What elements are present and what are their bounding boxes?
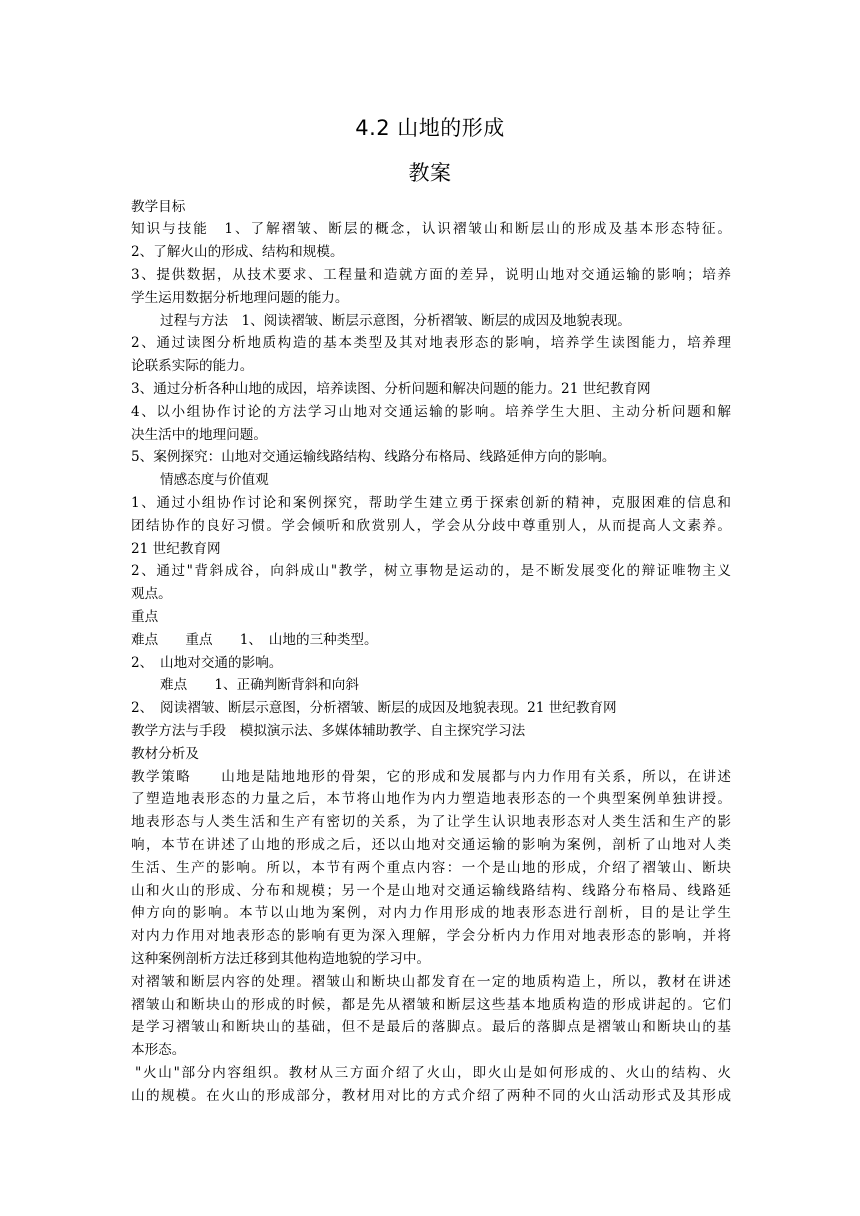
- text-line: 是学习褶皱山和断块山的基础，但不是最后的落脚点。最后的落脚点是褶皱山和断块山的基: [131, 1019, 731, 1035]
- text-line: 响，本节在讲述了山地的形成之后，还以山地对交通运输的影响为案例，剖析了山地对人类: [131, 837, 731, 853]
- section-heading: 重点: [131, 609, 159, 625]
- text-line: "火山"部分内容组织。教材从三方面介绍了火山，即火山是如何形成的、火山的结构、火: [135, 1065, 731, 1081]
- text-line: 这种案例剖析方法迁移到其他构造地貌的学习中。: [131, 951, 431, 967]
- document-subtitle: 教案: [408, 161, 452, 185]
- text-line: 伸方向的影响。本节以山地为案例，对内力作用形成的地表形态进行剖析，目的是让学生: [131, 905, 731, 921]
- text-line: 3、通过分析各种山地的成因，培养读图、分析问题和解决问题的能力。21 世纪教育网: [131, 381, 651, 397]
- text-line: 观点。: [131, 586, 172, 602]
- text-line: 21 世纪教育网: [131, 541, 221, 557]
- text-line: 过程与方法 1、阅读褶皱、断层示意图，分析褶皱、断层的成因及地貌表现。: [160, 313, 631, 329]
- text-line: 2、通过"背斜成谷，向斜成山"教学，树立事物是运动的，是不断发展变化的辩证唯物主义: [131, 563, 731, 579]
- section-heading: 情感态度与价值观: [160, 472, 269, 488]
- text-line: 生活、生产的影响。所以，本节有两个重点内容：一个是山地的形成，介绍了褶皱山、断块: [131, 860, 731, 876]
- text-line: 褶皱山和断块山的形成的时候，都是先从褶皱和断层这些基本地质构造的形成讲起的。它们: [131, 997, 731, 1013]
- text-line: 对褶皱和断层内容的处理。褶皱山和断块山都发育在一定的地质构造上，所以，教材在讲述: [131, 974, 731, 990]
- text-line: 难点 1、正确判断背斜和向斜: [160, 677, 359, 693]
- text-line: 地表形态与人类生活和生产有密切的关系，为了让学生认识地表形态对人类生活和生产的影: [131, 814, 731, 830]
- text-line: 难点 重点 1、 山地的三种类型。: [131, 632, 378, 648]
- text-line: 2、 山地对交通的影响。: [131, 655, 283, 671]
- text-line: 决生活中的地理问题。: [131, 427, 267, 443]
- text-line: 2、 阅读褶皱、断层示意图，分析褶皱、断层的成因及地貌表现。21 世纪教育网: [131, 700, 617, 716]
- text-line: 3、提供数据，从技术要求、工程量和造就方面的差异，说明山地对交通运输的影响；培养: [131, 267, 731, 283]
- section-heading: 教材分析及: [131, 746, 199, 762]
- text-line: 山和火山的形成、分布和规模；另一个是山地对交通运输线路结构、线路分布格局、线路延: [131, 883, 731, 899]
- text-line: 5、案例探究：山地对交通运输线路结构、线路分布格局、线路延伸方向的影响。: [131, 449, 616, 465]
- text-line: 团结协作的良好习惯。学会倾听和欣赏别人，学会从分歧中尊重别人，从而提高人文素养。: [131, 518, 731, 534]
- text-line: 2、通过读图分析地质构造的基本类型及其对地表形态的影响，培养学生读图能力，培养理: [131, 335, 731, 351]
- text-line: 2、了解火山的形成、结构和规模。: [131, 244, 344, 260]
- text-line: 知识与技能 1、了解褶皱、断层的概念，认识褶皱山和断层山的形成及基本形态特征。: [131, 221, 731, 237]
- text-line: 1、通过小组协作讨论和案例探究，帮助学生建立勇于探索创新的精神，克服困难的信息和: [131, 495, 731, 511]
- section-heading: 教学目标: [131, 199, 186, 215]
- text-line: 对内力作用对地表形态的影响有更为深入理解，学会分析内力作用对地表形态的影响，并将: [131, 928, 731, 944]
- document-title: 4.2 山地的形成: [355, 116, 505, 140]
- text-line: 本形态。: [131, 1042, 186, 1058]
- text-line: 论联系实际的能力。: [131, 358, 254, 374]
- text-line: 学生运用数据分析地理问题的能力。: [131, 290, 349, 306]
- text-line: 山的规模。在火山的形成部分，教材用对比的方式介绍了两种不同的火山活动形式及其形成: [131, 1088, 731, 1104]
- text-line: 了塑造地表形态的力量之后，本节将山地作为内力塑造地表形态的一个典型案例单独讲授。: [131, 791, 731, 807]
- text-line: 教学策略 山地是陆地地形的骨架，它的形成和发展都与内力作用有关系，所以，在讲述: [131, 769, 731, 785]
- text-line: 4、以小组协作讨论的方法学习山地对交通运输的影响。培养学生大胆、主动分析问题和解: [131, 404, 731, 420]
- text-line: 教学方法与手段 模拟演示法、多媒体辅助教学、自主探究学习法: [131, 723, 526, 739]
